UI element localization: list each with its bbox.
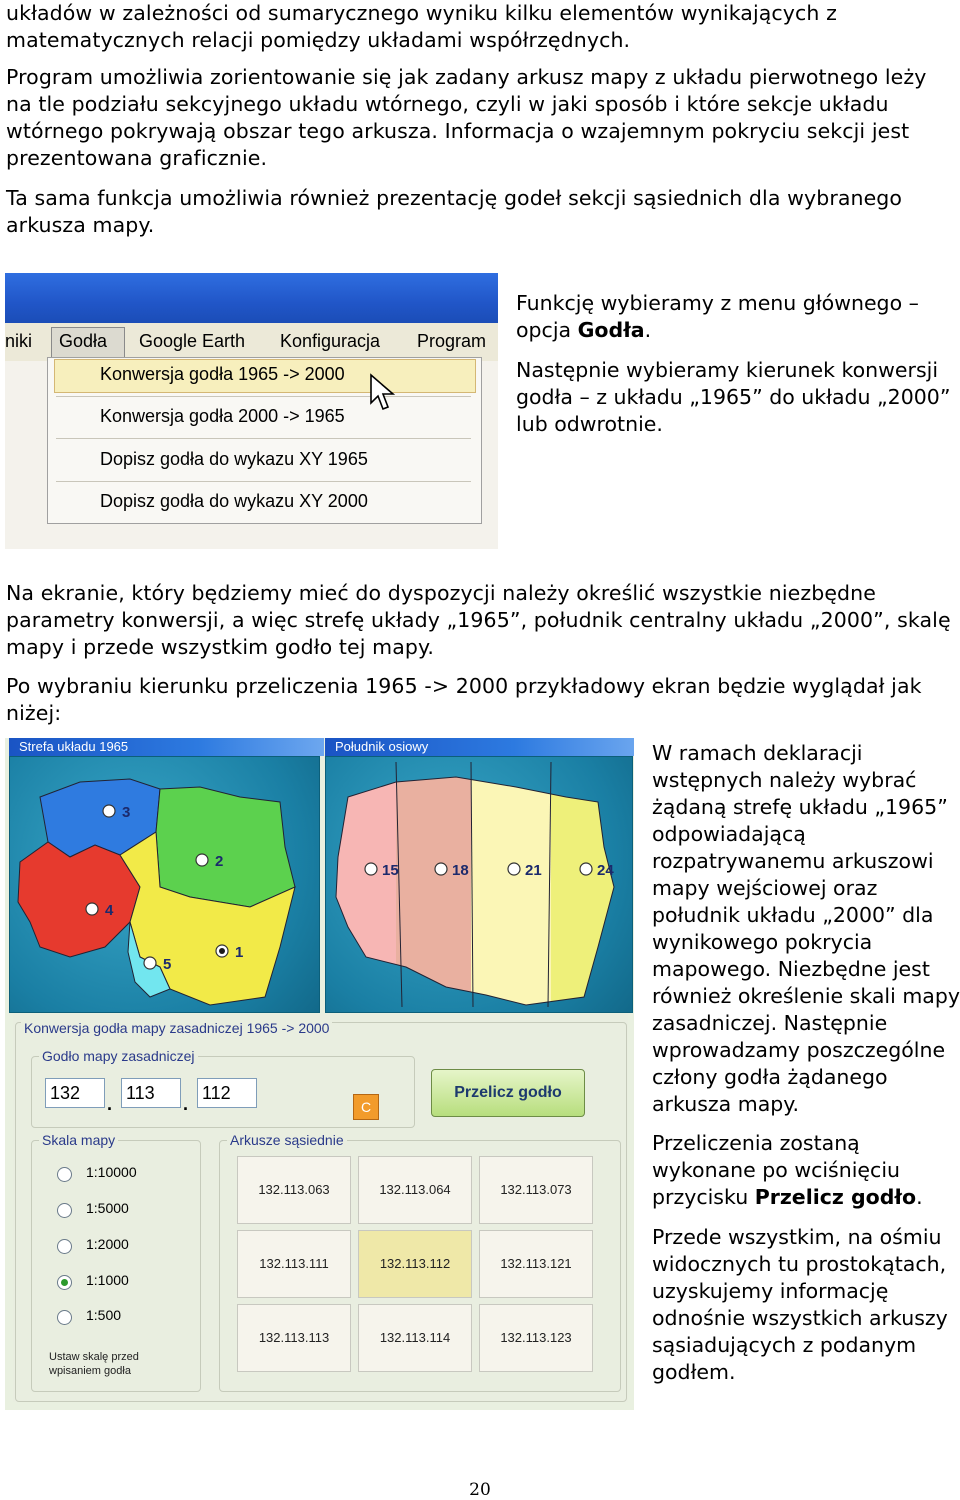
neighbor-cell: 132.113.073	[479, 1156, 593, 1224]
meridian-label-24: 24	[597, 862, 614, 879]
menu-bar	[5, 323, 498, 361]
meridian-band-21	[471, 757, 551, 1012]
neighbor-cell: 132.113.123	[479, 1304, 593, 1372]
menu-instruction-end: .	[644, 318, 652, 342]
neighbor-cell: 132.113.111	[237, 1230, 351, 1298]
menu-item-google-earth[interactable]: Google Earth	[139, 331, 246, 351]
zone-label-3: 3	[122, 804, 131, 821]
dropdown-separator	[56, 438, 471, 439]
selected-sheet-cell: 132.113.112	[358, 1230, 472, 1298]
godlo-separator: .	[107, 1094, 113, 1114]
meridian-21-radio[interactable]	[508, 863, 520, 875]
menu-instruction-text: Funkcję wybieramy z menu głównego – opcja	[516, 291, 919, 342]
conversion-form	[13, 1014, 628, 1402]
neighbor-cell: 132.113.063	[237, 1156, 351, 1224]
neighbors-instruction: Przede wszystkim, na ośmiu widocznych tu prostokątach, uzyskujemy informację odnośnie wszystkich arkuszy sąsiadujących z podanym godłem.	[652, 1225, 948, 1384]
zone-4-radio[interactable]	[86, 903, 98, 915]
scale-label: Skala mapy	[39, 1132, 118, 1148]
scale-label-500: 1:500	[86, 1307, 122, 1323]
zone-2-radio[interactable]	[196, 854, 208, 866]
meridian-map-svg	[326, 757, 632, 1012]
paragraph-neighbor-sections: Ta sama funkcja umożliwia również prezentację godeł sekcji sąsiednich dla wybranego arkusza mapy.	[6, 186, 903, 237]
scale-radio-500[interactable]	[57, 1310, 72, 1325]
program-screenshot	[5, 738, 634, 1410]
paragraph-example-screen: Po wybraniu kierunku przeliczenia 1965 -> 2000 przykładowy ekran będzie wyglądał jak niżej:	[6, 674, 922, 725]
zone-map[interactable]	[9, 756, 320, 1013]
meridian-label-18: 18	[452, 862, 469, 879]
zone-label-5: 5	[163, 956, 172, 973]
meridian-label-15: 15	[382, 862, 399, 879]
menu-option-add-xy-2000[interactable]: Dopisz godła do wykazu XY 2000	[100, 491, 368, 511]
form-title: Konwersja godła mapy zasadniczej 1965 -> 2000	[21, 1020, 332, 1036]
meridian-map[interactable]	[325, 756, 633, 1013]
zone-4-region	[18, 842, 140, 957]
menu-option-convert-2000-1965[interactable]: Konwersja godła 2000 -> 1965	[100, 406, 345, 426]
compute-instruction-text: Przeliczenia zostaną wykonane po wciśnięciu przycisku	[652, 1131, 901, 1209]
zone-label-4: 4	[105, 902, 114, 919]
menu-item-godla-label: Godła	[59, 331, 108, 351]
scale-radio-10000[interactable]	[57, 1167, 72, 1182]
window-titlebar	[5, 273, 498, 323]
meridian-15-radio[interactable]	[365, 863, 377, 875]
compute-instruction-end: .	[916, 1185, 923, 1209]
meridian-band-18	[396, 757, 471, 1012]
menu-screenshot	[5, 273, 498, 549]
page-number: 20	[469, 1480, 491, 1500]
zone-map-svg	[10, 757, 319, 1012]
menu-item-partial[interactable]: niki	[5, 331, 33, 351]
zone-2-region	[156, 787, 295, 907]
zone-label-2: 2	[215, 853, 224, 870]
neighbor-cell: 132.113.113	[237, 1304, 351, 1372]
neighbor-cell: 132.113.064	[358, 1156, 472, 1224]
zone-label-1: 1	[235, 944, 244, 961]
paragraph-continuation: układów w zależności od sumarycznego wyniku kilku elementów wynikających z matematycznych relacji pomiędzy układami współrzędnych.	[6, 1, 837, 52]
meridian-panel-title: Południk osiowy	[325, 738, 634, 756]
scale-radio-2000[interactable]	[57, 1239, 72, 1254]
clear-button[interactable]: C	[353, 1094, 379, 1120]
neighbor-cell: 132.113.114	[358, 1304, 472, 1372]
menu-option-convert-1965-2000[interactable]: Konwersja godła 1965 -> 2000	[100, 364, 345, 384]
zone-panel-title: Strefa układu 1965	[9, 738, 324, 756]
menu-instruction	[516, 290, 960, 344]
menu-item-godla[interactable]	[51, 327, 125, 359]
meridian-band-24	[551, 757, 632, 1012]
paragraph-conversion-params: Na ekranie, który będziemy mieć do dyspozycji należy określić wszystkie niezbędne parametry konwersji, a więc strefę układy „1965”, południk centralny układu „2000”, skalę mapy i przede wszystkim godło tej mapy.	[6, 581, 951, 659]
neighbors-label: Arkusze sąsiednie	[227, 1132, 347, 1148]
menu-item-program[interactable]: Program	[417, 331, 487, 351]
meridian-18-radio[interactable]	[435, 863, 447, 875]
declaration-instruction: W ramach deklaracji wstępnych należy wybrać żądaną strefę układu „1965” odpowiadającą rozpatrywanemu arkuszowi mapy wejściowej oraz południk układu „2000” dla wynikowego pokrycia mapowego. Niezbędne jest również określenie skali mapy zasadniczej. Następnie wprowadzamy poszczególne człony godła żądanego arkusza mapy.	[652, 741, 960, 1116]
scale-note: Ustaw skalę przed wpisaniem godła	[49, 1351, 139, 1377]
scale-label-1000: 1:1000	[86, 1272, 129, 1288]
scale-radio-5000[interactable]	[57, 1203, 72, 1218]
dropdown-separator	[56, 481, 471, 482]
neighbor-cell: 132.113.121	[479, 1230, 593, 1298]
direction-instruction: Następnie wybieramy kierunek konwersji godła – z układu „1965” do układu „2000” lub odwrotnie.	[516, 358, 951, 436]
godlo-part-3-input[interactable]: 112	[197, 1078, 257, 1108]
menu-instruction-bold: Godła	[577, 318, 645, 342]
paragraph-program-overview: Program umożliwia zorientowanie się jak zadany arkusz mapy z układu pierwotnego leży na tle podziału sekcyjnego układu wtórnego, czyli w jaki sposób i które sekcje układu wtórnego pokrywają obszar tego arkusza. Informacja o wzajemnym pokryciu sekcji jest prezentowana graficznie.	[6, 65, 927, 170]
scale-label-10000: 1:10000	[86, 1164, 137, 1180]
menu-item-konfiguracja[interactable]: Konfiguracja	[280, 331, 381, 351]
compute-instruction-bold: Przelicz godło	[754, 1185, 917, 1209]
godlo-part-2-input[interactable]: 113	[121, 1078, 181, 1108]
meridian-label-21: 21	[525, 862, 542, 879]
compute-button[interactable]: Przelicz godło	[431, 1069, 585, 1117]
dropdown-separator	[56, 396, 471, 397]
mouse-cursor-icon	[369, 373, 395, 413]
godla-dropdown-menu	[47, 357, 482, 524]
scale-label-2000: 1:2000	[86, 1236, 129, 1252]
zone-5-radio[interactable]	[144, 957, 156, 969]
zone-3-radio[interactable]	[103, 805, 115, 817]
compute-instruction	[652, 1130, 960, 1211]
menu-option-add-xy-1965[interactable]: Dopisz godła do wykazu XY 1965	[100, 449, 368, 469]
godlo-label: Godło mapy zasadniczej	[39, 1048, 198, 1064]
godlo-part-1-input[interactable]: 132	[45, 1078, 105, 1108]
scale-radio-1000[interactable]	[57, 1275, 72, 1290]
godlo-separator: .	[183, 1094, 189, 1114]
meridian-24-radio[interactable]	[580, 863, 592, 875]
scale-label-5000: 1:5000	[86, 1200, 129, 1216]
